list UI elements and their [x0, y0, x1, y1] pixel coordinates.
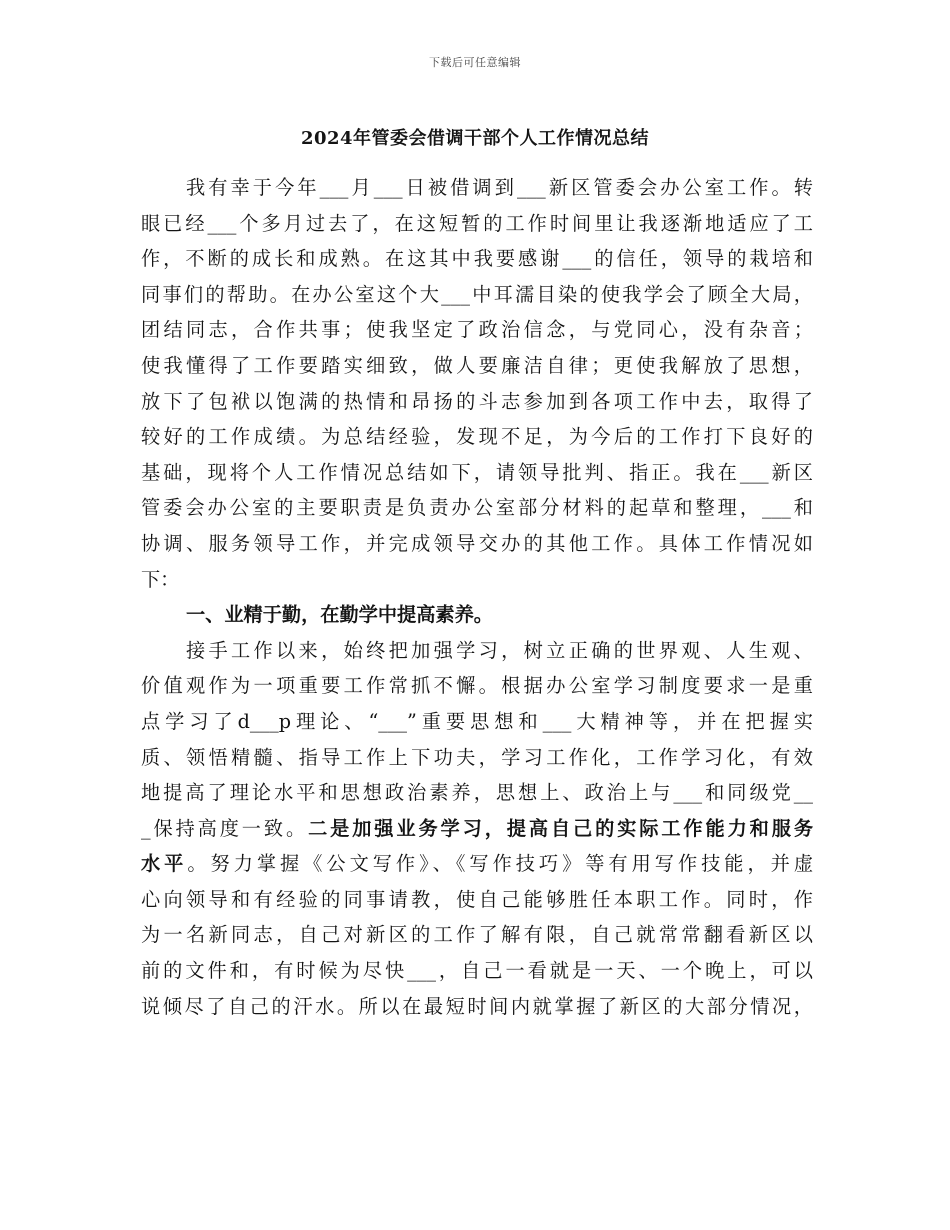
paragraph-line: 团结同志，合作共事；使我坚定了政治信念，与党同心，没有杂音；: [141, 318, 813, 342]
paragraph-line: 心向领导和有经验的同事请教，使自己能够胜任本职工作。同时，作: [141, 887, 813, 911]
paragraph-line: 前的文件和，有时候为尽快___，自己一看就是一天、一个晚上，可以: [141, 959, 813, 983]
paragraph-line-mixed: [141, 846, 813, 882]
paragraph-line: 放下了包袱以饱满的热情和昂扬的斗志参加到各项工作中去，取得了: [141, 389, 813, 413]
page-title: 2024年管委会借调干部个人工作情况总结: [300, 128, 650, 149]
header-note: 下载后可任意编辑: [429, 56, 521, 69]
paragraph-line: 我有幸于今年___月___日被借调到___新区管委会办公室工作。转: [186, 176, 813, 199]
paragraph-line: 说倾尽了自己的汗水。所以在最短时间内就掌握了新区的大部分情况，: [141, 994, 813, 1018]
bold-text: 二是加强业务学习，提高自己的实际工作能力和服务: [308, 816, 814, 840]
paragraph-line: 使我懂得了工作要踏实细致，做人要廉洁自律；更使我解放了思想，: [141, 353, 813, 377]
document-body: [141, 170, 813, 1024]
paragraph-line: 质、领悟精髓、指导工作上下功夫，学习工作化，工作学习化，有效: [141, 745, 813, 769]
paragraph-line: 协调、服务领导工作，并完成领导交办的其他工作。具体工作情况如: [141, 531, 813, 555]
paragraph-line: 为一名新同志，自己对新区的工作了解有限，自己就常常翻看新区以: [141, 923, 813, 947]
paragraph-line: 下：: [141, 567, 180, 591]
paragraph-line: 较好的工作成绩。为总结经验，发现不足，为今后的工作打下良好的: [141, 425, 813, 449]
section-heading: 一、业精于勤，在勤学中提高素养。: [186, 603, 493, 627]
paragraph-line-mixed: [141, 811, 813, 847]
paragraph-line: 管委会办公室的主要职责是负责办公室部分材料的起草和整理，___和: [141, 496, 813, 520]
paragraph-line: 价值观作为一项重要工作常抓不懈。根据办公室学习制度要求一是重: [141, 674, 813, 698]
paragraph-line: 接手工作以来，始终把加强学习，树立正确的世界观、人生观、: [186, 638, 813, 662]
line-text: _保持高度一致。: [141, 816, 309, 840]
paragraph-line: 点学习了d___p理论、“___”重要思想和___大精神等，并在把握实: [141, 709, 813, 733]
paragraph-line: 作，不断的成长和成熟。在这其中我要感谢___的信任，领导的栽培和: [141, 247, 813, 271]
paragraph-line: 同事们的帮助。在办公室这个大___中耳濡目染的使我学会了顾全大局，: [141, 282, 813, 306]
line-text: 。努力掌握《公文写作》、《写作技巧》等有用写作技能，并虚: [187, 852, 814, 876]
bold-text: 水平: [141, 852, 188, 876]
paragraph-line: 眼已经___个多月过去了，在这短暂的工作时间里让我逐渐地适应了工: [141, 211, 813, 235]
paragraph-line: 基础，现将个人工作情况总结如下，请领导批判、指正。我在___新区: [141, 460, 813, 484]
paragraph-line: 地提高了理论水平和思想政治素养，思想上、政治上与___和同级党__: [141, 781, 813, 805]
